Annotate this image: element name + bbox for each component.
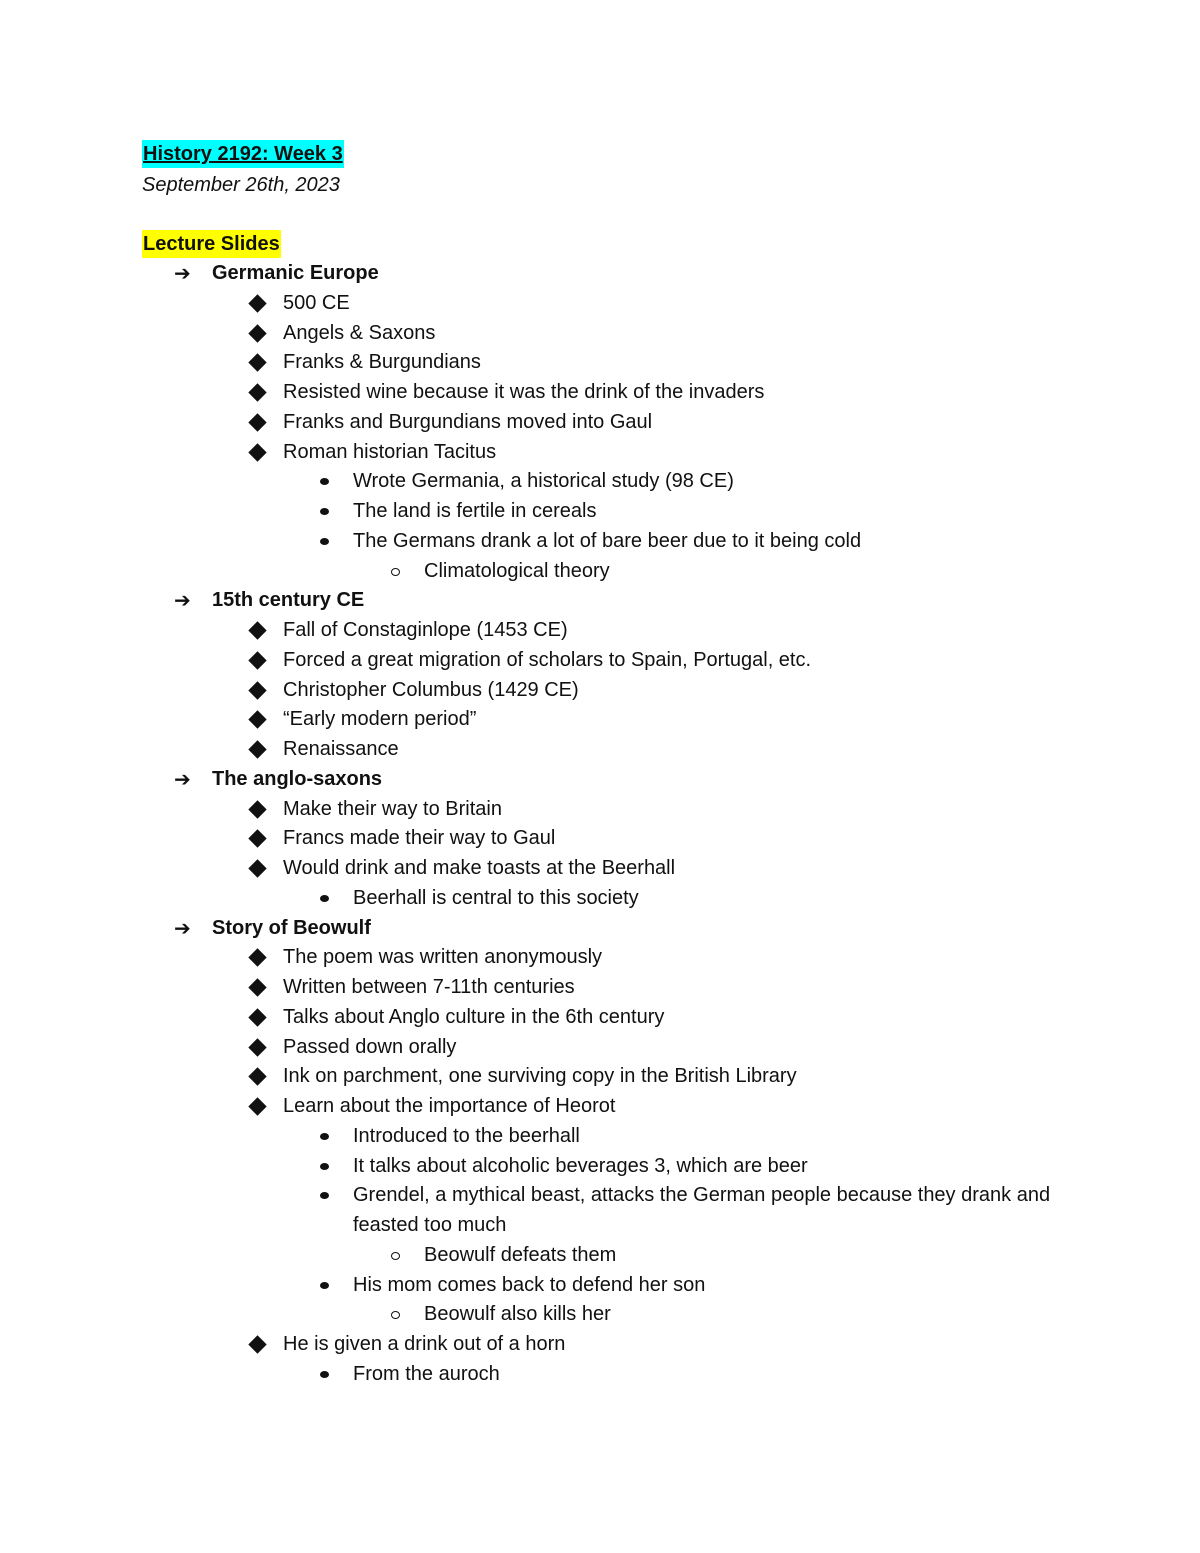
- outline-item-text: Introduced to the beerhall: [353, 1124, 580, 1147]
- outline-item-text: Beowulf defeats them: [424, 1243, 617, 1266]
- diamond-bullet-icon: [248, 1097, 266, 1115]
- outline-item-level-2: [0, 408, 1200, 438]
- outline-item-level-3: [0, 1271, 1053, 1301]
- document-title: History 2192: Week 3: [142, 140, 344, 168]
- outline-item-text: “Early modern period”: [283, 708, 477, 731]
- outline-item-level-3: [0, 497, 1053, 527]
- outline-item-level-2: [0, 319, 1200, 349]
- outline-item-text: Roman historian Tacitus: [283, 440, 497, 463]
- outline-item-level-3: [0, 1152, 1053, 1182]
- filled-dot-bullet-icon: [320, 478, 329, 485]
- outline-item-text: Forced a great migration of scholars to Spain, Portugal, etc.: [283, 648, 812, 671]
- outline-item-level-2: [0, 646, 1200, 676]
- outline-item-level-4: [0, 557, 1200, 587]
- filled-dot-bullet-icon: [320, 538, 329, 545]
- filled-dot-bullet-icon: [320, 895, 329, 902]
- diamond-bullet-icon: [248, 1008, 266, 1026]
- diamond-bullet-icon: [248, 651, 266, 669]
- outline-item-level-2: [0, 1033, 1200, 1063]
- outline-item-text: Wrote Germania, a historical study (98 CE): [353, 470, 734, 493]
- outline-item-text: Resisted wine because it was the drink of the invaders: [283, 381, 765, 403]
- outline-item-text: The Germans drank a lot of bare beer due to it being cold: [353, 529, 862, 552]
- filled-dot-bullet-icon: [320, 1282, 329, 1289]
- outline-item-text: The land is fertile in cereals: [353, 500, 597, 522]
- outline-item-level-2: [0, 1062, 1200, 1092]
- outline-item-level-2: [0, 378, 1200, 408]
- filled-dot-bullet-icon: [320, 508, 329, 515]
- outline-item-text: He is given a drink out of a horn: [283, 1333, 566, 1355]
- outline-item-level-4: [0, 1300, 1200, 1330]
- outline-item-level-2: [0, 1003, 1200, 1033]
- outline-item-text: Francs made their way to Gaul: [283, 827, 556, 850]
- diamond-bullet-icon: [248, 949, 266, 967]
- outline-item-level-2: [0, 348, 1200, 378]
- diamond-bullet-icon: [248, 294, 266, 312]
- outline-item-text: Angels & Saxons: [283, 321, 436, 344]
- outline-item-text: Talks about Anglo culture in the 6th century: [283, 1005, 665, 1028]
- document-date: September 26th, 2023: [142, 174, 340, 196]
- outline-item-level-3: [0, 527, 1053, 557]
- outline-item-level-1: [0, 259, 1200, 289]
- outline-item-level-2: [0, 854, 1200, 884]
- diamond-bullet-icon: [248, 681, 266, 699]
- outline-item-text: It talks about alcoholic beverages 3, which are beer: [353, 1154, 808, 1177]
- arrow-right-icon: ➔: [174, 588, 191, 613]
- arrow-right-icon: ➔: [174, 261, 191, 285]
- outline-item-text: 500 CE: [283, 291, 350, 314]
- outline-item-text: Christopher Columbus (1429 CE): [283, 678, 579, 701]
- diamond-bullet-icon: [248, 324, 266, 342]
- diamond-bullet-icon: [248, 1068, 266, 1086]
- diamond-bullet-icon: [248, 443, 266, 461]
- outline-item-level-2: [0, 289, 1200, 319]
- hollow-circle-bullet-icon: [391, 568, 400, 576]
- outline-item-text: The poem was written anonymously: [283, 946, 603, 969]
- outline-item-level-1: [0, 586, 1200, 616]
- diamond-bullet-icon: [248, 859, 266, 877]
- outline-item-level-2: [0, 795, 1200, 825]
- filled-dot-bullet-icon: [320, 1133, 329, 1140]
- diamond-bullet-icon: [248, 1038, 266, 1056]
- outline-item-text: Beowulf also kills her: [424, 1303, 611, 1326]
- hollow-circle-bullet-icon: [391, 1311, 400, 1319]
- diamond-bullet-icon: [248, 1335, 266, 1353]
- outline-item-level-3: [0, 467, 1053, 497]
- outline-item-text: Make their way to Britain: [283, 797, 502, 820]
- filled-dot-bullet-icon: [320, 1192, 329, 1199]
- outline-item-level-1: [0, 765, 1200, 795]
- outline-item-level-2: [0, 676, 1200, 706]
- section-heading: Lecture Slides: [142, 230, 281, 258]
- filled-dot-bullet-icon: [320, 1371, 329, 1378]
- diamond-bullet-icon: [248, 621, 266, 639]
- outline-item-text: Franks and Burgundians moved into Gaul: [283, 410, 653, 433]
- outline-item-text: The anglo-saxons: [212, 767, 383, 790]
- outline-item-text: From the auroch: [353, 1362, 500, 1385]
- outline-item-text: Renaissance: [283, 738, 399, 760]
- arrow-right-icon: ➔: [174, 915, 191, 940]
- outline-item-text: Would drink and make toasts at the Beerhall: [283, 857, 676, 879]
- diamond-bullet-icon: [248, 711, 266, 729]
- outline-item-text: Passed down orally: [283, 1035, 457, 1058]
- outline-item-level-2: [0, 824, 1200, 854]
- outline-item-level-3: [0, 1181, 1053, 1241]
- outline-item-level-2: [0, 616, 1200, 646]
- outline-item-text: Climatological theory: [424, 559, 610, 582]
- outline-item-text: Germanic Europe: [212, 262, 379, 284]
- arrow-right-icon: ➔: [174, 766, 191, 791]
- outline-item-level-3: [0, 884, 1053, 914]
- outline-item-text: Grendel, a mythical beast, attacks the German people because they drank and feasted too much: [353, 1184, 1051, 1236]
- outline-item-level-2: [0, 735, 1200, 765]
- hollow-circle-bullet-icon: [391, 1252, 400, 1260]
- outline-item-level-2: [0, 705, 1200, 735]
- diamond-bullet-icon: [248, 383, 266, 401]
- outline-item-text: Fall of Constaginlope (1453 CE): [283, 619, 568, 641]
- outline-item-text: Ink on parchment, one surviving copy in the British Library: [283, 1065, 797, 1088]
- outline-item-text: His mom comes back to defend her son: [353, 1273, 706, 1296]
- outline-item-level-2: [0, 438, 1200, 468]
- diamond-bullet-icon: [248, 413, 266, 431]
- outline-item-level-4: [0, 1241, 1200, 1271]
- outline-item-text: Beerhall is central to this society: [353, 886, 639, 909]
- diamond-bullet-icon: [248, 800, 266, 818]
- diamond-bullet-icon: [248, 740, 266, 758]
- outline-item-text: Written between 7-11th centuries: [283, 976, 575, 998]
- notes-outline: [0, 259, 1200, 1390]
- outline-item-text: 15th century CE: [212, 589, 365, 612]
- diamond-bullet-icon: [248, 830, 266, 848]
- diamond-bullet-icon: [248, 978, 266, 996]
- outline-item-level-1: [0, 914, 1200, 944]
- outline-item-text: Learn about the importance of Heorot: [283, 1095, 616, 1117]
- outline-item-level-3: [0, 1360, 1053, 1390]
- outline-item-text: Story of Beowulf: [212, 916, 371, 939]
- outline-item-level-2: [0, 973, 1200, 1003]
- filled-dot-bullet-icon: [320, 1163, 329, 1170]
- outline-item-level-2: [0, 1092, 1200, 1122]
- diamond-bullet-icon: [248, 354, 266, 372]
- outline-item-level-2: [0, 1330, 1200, 1360]
- outline-item-level-2: [0, 943, 1200, 973]
- outline-item-text: Franks & Burgundians: [283, 351, 481, 374]
- outline-item-level-3: [0, 1122, 1053, 1152]
